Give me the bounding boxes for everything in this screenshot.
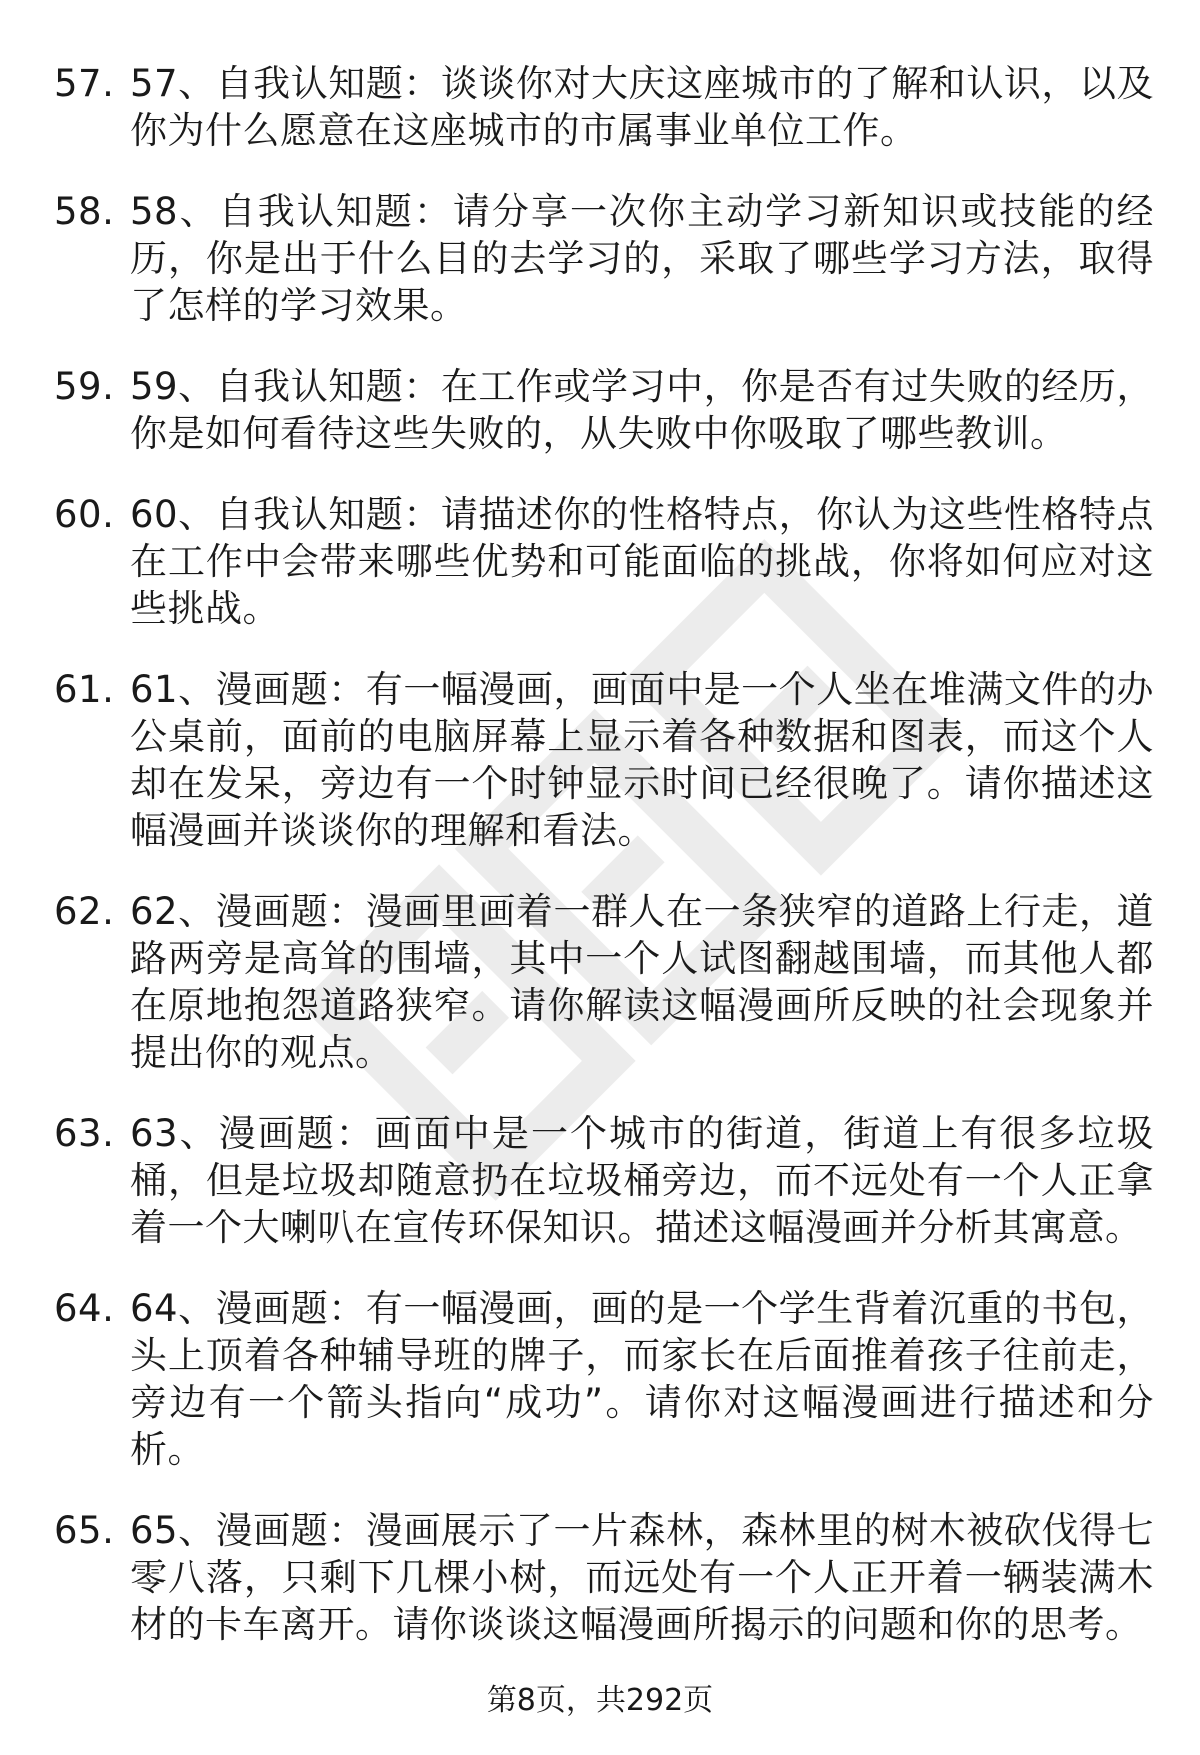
list-item bbox=[54, 363, 1154, 457]
question-number: 65. bbox=[54, 1509, 115, 1552]
list-item bbox=[54, 188, 1154, 329]
list-item bbox=[54, 1285, 1154, 1473]
question-text: 60、自我认知题：请描述你的性格特点，你认为这些性格特点在工作中会带来哪些优势和可能面临的挑战，你将如何应对这些挑战。 bbox=[130, 493, 1154, 630]
list-item bbox=[54, 888, 1154, 1076]
question-text: 62、漫画题：漫画里画着一群人在一条狭窄的道路上行走，道路两旁是高耸的围墙，其中一个人试图翻越围墙，而其他人都在原地抱怨道路狭窄。请你解读这幅漫画所反映的社会现象并提出你的观点。 bbox=[130, 890, 1154, 1074]
question-text: 64、漫画题：有一幅漫画，画的是一个学生背着沉重的书包，头上顶着各种辅导班的牌子，而家长在后面推着孩子往前走，旁边有一个箭头指向“成功”。请你对这幅漫画进行描述和分析。 bbox=[130, 1287, 1154, 1471]
list-item bbox=[54, 1507, 1154, 1648]
question-number: 64. bbox=[54, 1287, 115, 1330]
question-number: 58. bbox=[54, 190, 115, 233]
list-item bbox=[54, 1110, 1154, 1251]
question-text: 65、漫画题：漫画展示了一片森林，森林里的树木被砍伐得七零八落，只剩下几棵小树，而远处有一个人正开着一辆装满木材的卡车离开。请你谈谈这幅漫画所揭示的问题和你的思考。 bbox=[130, 1509, 1154, 1646]
question-text: 59、自我认知题：在工作或学习中，你是否有过失败的经历，你是如何看待这些失败的，从失败中你吸取了哪些教训。 bbox=[130, 365, 1154, 455]
question-number: 59. bbox=[54, 365, 115, 408]
list-item bbox=[54, 666, 1154, 854]
question-text: 63、漫画题：画面中是一个城市的街道，街道上有很多垃圾桶，但是垃圾却随意扔在垃圾桶旁边，而不远处有一个人正拿着一个大喇叭在宣传环保知识。描述这幅漫画并分析其寓意。 bbox=[130, 1112, 1154, 1249]
question-number: 62. bbox=[54, 890, 115, 933]
question-text: 58、自我认知题：请分享一次你主动学习新知识或技能的经历，你是出于什么目的去学习的，采取了哪些学习方法，取得了怎样的学习效果。 bbox=[130, 190, 1154, 327]
list-item bbox=[54, 60, 1154, 154]
question-text: 61、漫画题：有一幅漫画，画面中是一个人坐在堆满文件的办公桌前，面前的电脑屏幕上显示着各种数据和图表，而这个人却在发呆，旁边有一个时钟显示时间已经很晚了。请你描述这幅漫画并谈谈你的理解和看法。 bbox=[130, 668, 1154, 852]
question-number: 63. bbox=[54, 1112, 115, 1155]
question-list bbox=[54, 60, 1154, 1682]
question-text: 57、自我认知题：谈谈你对大庆这座城市的了解和认识，以及你为什么愿意在这座城市的市属事业单位工作。 bbox=[130, 62, 1154, 152]
question-number: 61. bbox=[54, 668, 115, 711]
list-item bbox=[54, 491, 1154, 632]
question-number: 60. bbox=[54, 493, 115, 536]
question-number: 57. bbox=[54, 62, 115, 105]
page-number-footer: 第8页，共292页 bbox=[486, 1683, 714, 1718]
